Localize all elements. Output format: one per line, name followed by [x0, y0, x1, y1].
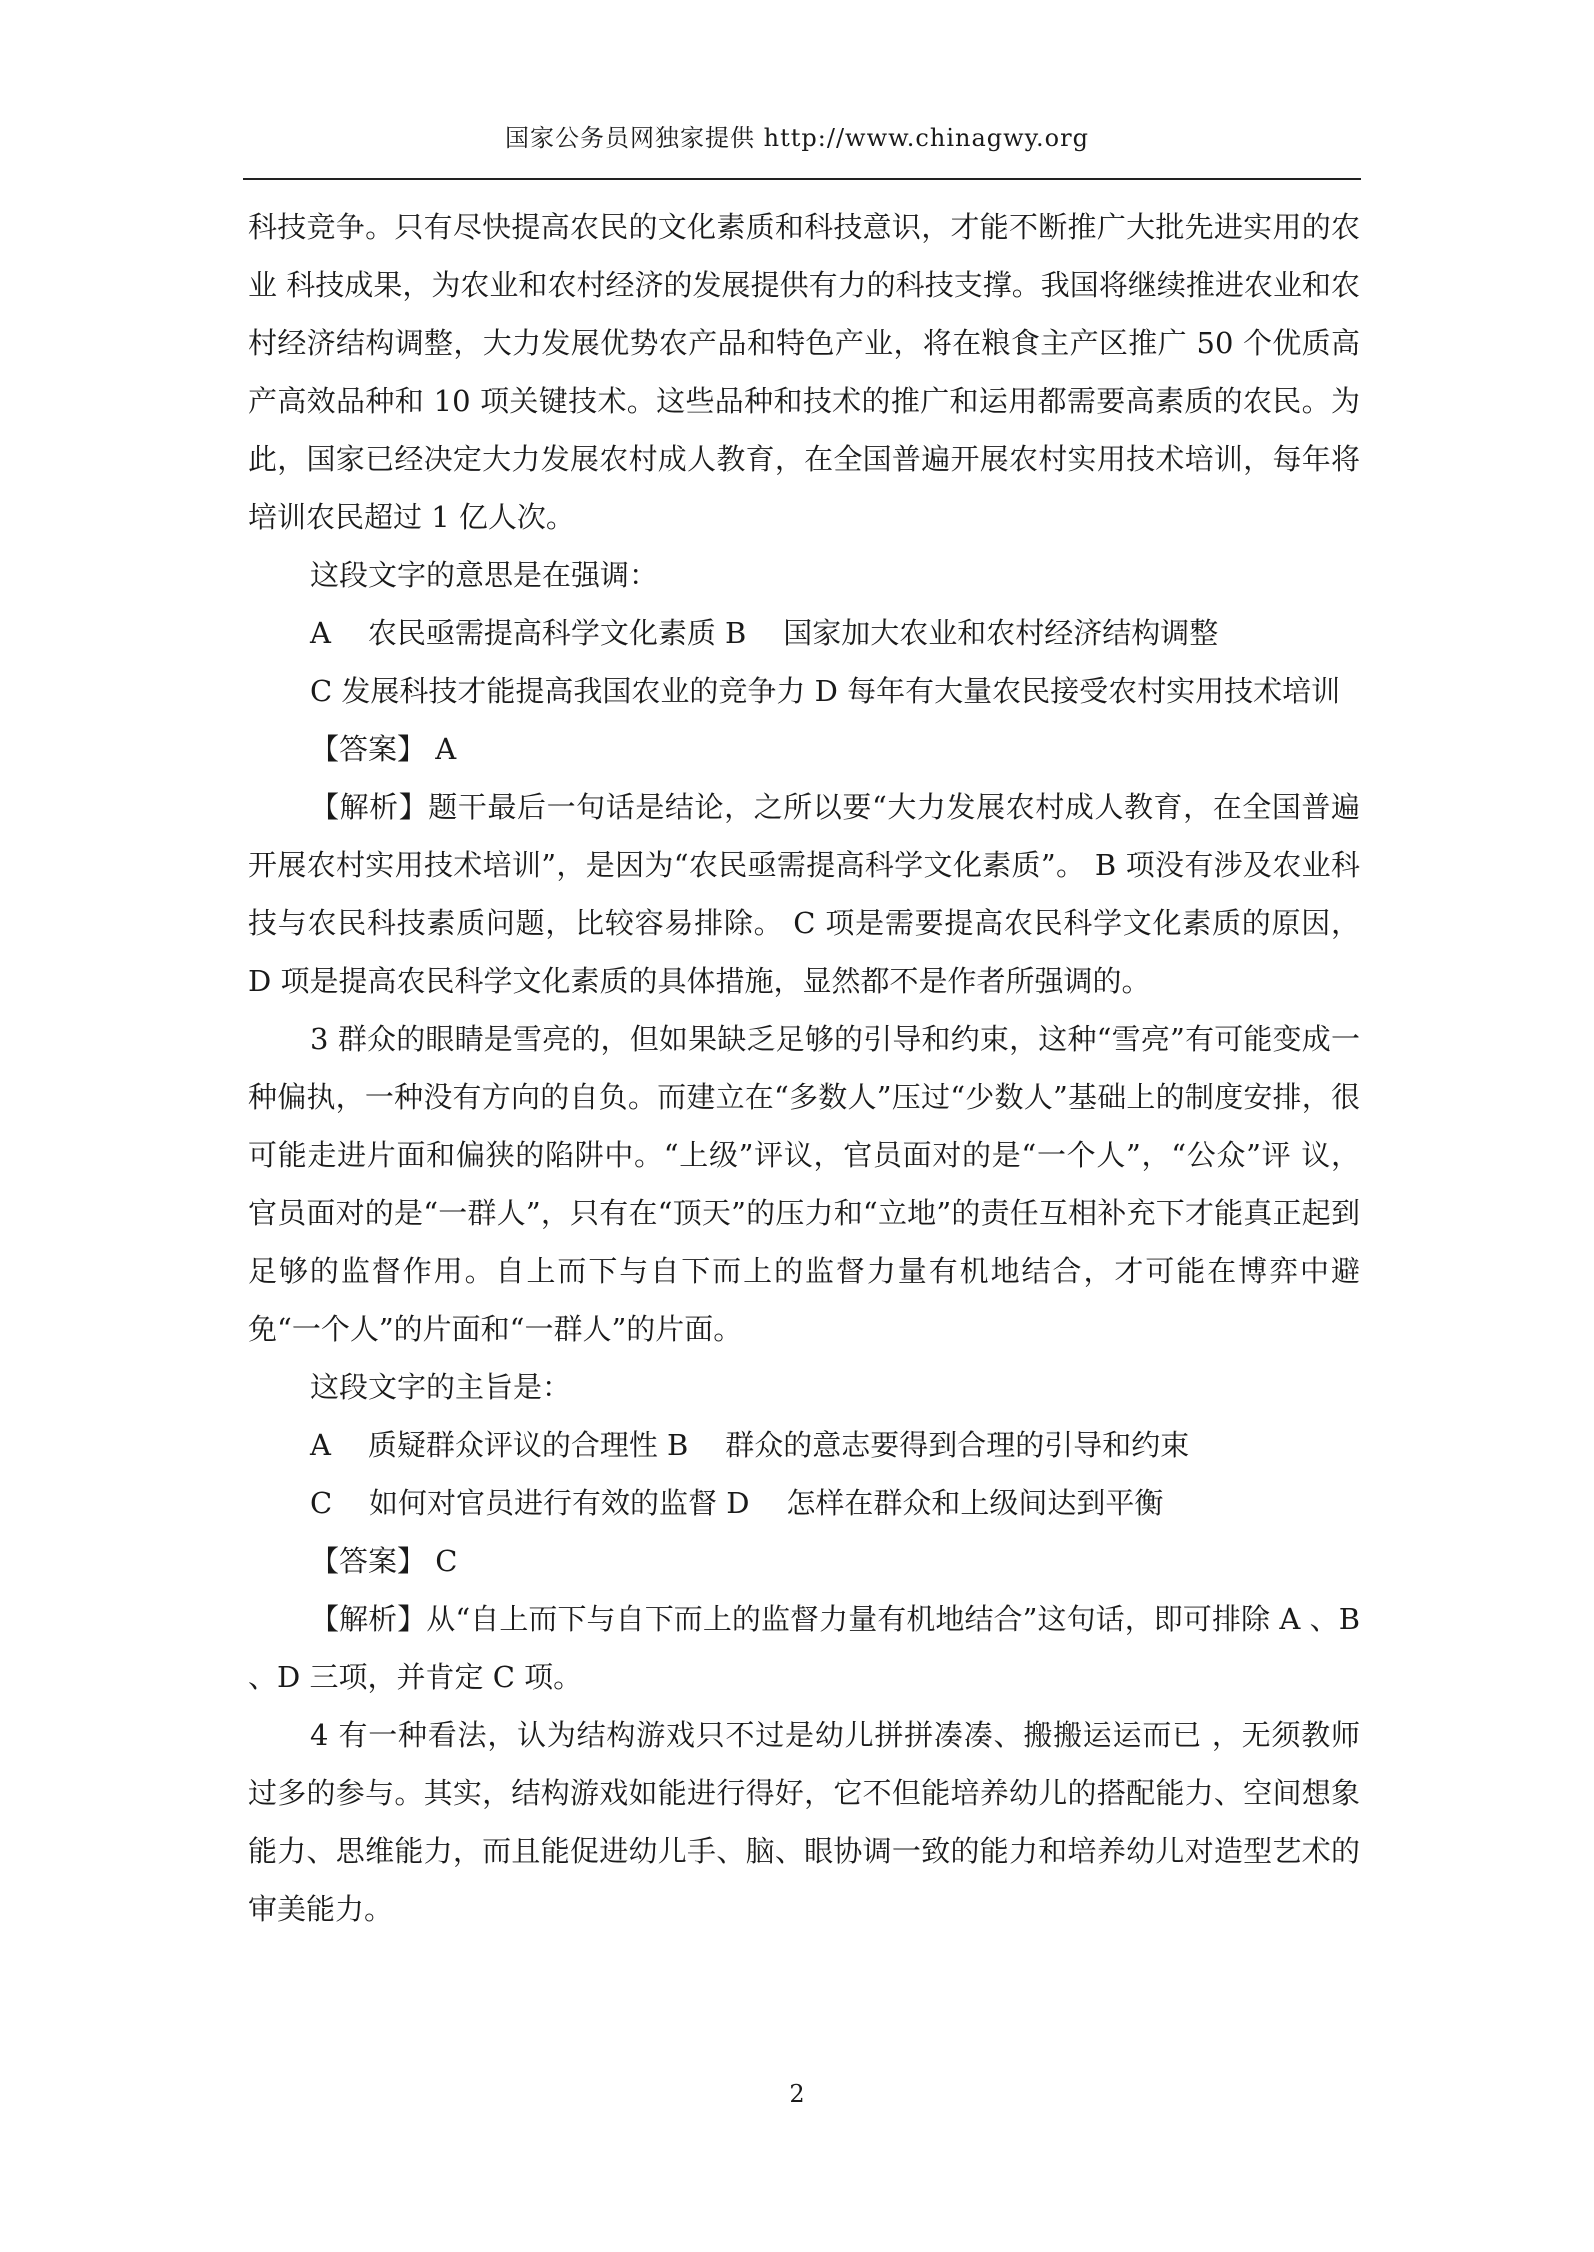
- question-4-text: 4 有一种看法，认为结构游戏只不过是幼儿拼拼凑凑、搬搬运运而已 ，无须教师过多的参与。其实，结构游戏如能进行得好，它不但能培养幼儿的搭配能力、空间想象能力、思维能力，而且能促进幼儿手、脑、眼协调一致的能力和培养幼儿对造型艺术的审美能力。: [248, 1718, 1360, 1926]
- page-number: 2: [789, 2080, 805, 2108]
- question-2-options-cd: C 发展科技才能提高我国农业的竞争力 D 每年有大量农民接受农村实用技术培训: [310, 674, 1341, 708]
- header-rule: [243, 178, 1361, 180]
- question-2-options-ab: A 农民亟需提高科学文化素质 B 国家加大农业和农村经济结构调整: [310, 616, 1219, 650]
- question-3-analysis: 【解析】从“自上而下与自下而上的监督力量有机地结合”这句话，即可排除 A 、B 、D 三项，并肯定 C 项。: [248, 1602, 1360, 1694]
- document-body: [248, 198, 1360, 1938]
- paragraph-continuation: 科技竞争。只有尽快提高农民的文化素质和科技意识，才能不断推广大批先进实用的农业 科技成果，为农业和农村经济的发展提供有力的科技支撑。我国将继续推进农业和农村经济结构调整，大力发展优势农产品和特色产业，将在粮食主产区推广 50 个优质高产高效品种和 10 项关键技术。这些品种和技术的推广和运用都需要高素质的农民。为此，国家已经决定大力发展农村成人教育，在全国普遍开展农村实用技术培训，每年将培训农民超过 1 亿人次。: [248, 210, 1360, 534]
- question-2-prompt: 这段文字的意思是在强调：: [310, 558, 659, 592]
- question-2-answer: 【答案】 A: [310, 732, 457, 766]
- question-3-prompt: 这段文字的主旨是：: [310, 1370, 572, 1404]
- question-3-options-ab: A 质疑群众评议的合理性 B 群众的意志要得到合理的引导和约束: [310, 1428, 1190, 1462]
- question-3-options-cd: C 如何对官员进行有效的监督 D 怎样在群众和上级间达到平衡: [310, 1486, 1164, 1520]
- question-2-analysis: 【解析】题干最后一句话是结论，之所以要“大力发展农村成人教育，在全国普遍开展农村实用技术培训”，是因为“农民亟需提高科学文化素质”。 B 项没有涉及农业科技与农民科技素质问题，比较容易排除。 C 项是需要提高农民科学文化素质的原因， D 项是提高农民科学文化素质的具体措施，显然都不是作者所强调的。: [248, 790, 1360, 998]
- page-header: 国家公务员网独家提供 http://www.chinagwy.org: [505, 124, 1089, 152]
- question-3-answer: 【答案】 C: [310, 1544, 458, 1578]
- question-3-text: 3 群众的眼睛是雪亮的，但如果缺乏足够的引导和约束，这种“雪亮”有可能变成一种偏执，一种没有方向的自负。而建立在“多数人”压过“少数人”基础上的制度安排，很可能走进片面和偏狭的陷阱中。“上级”评议，官员面对的是“一个人”，“公众”评 议，官员面对的是“一群人”，只有在“顶天”的压力和“立地”的责任互相补充下才能真正起到足够的监督作用。自上而下与自下而上的监督力量有机地结合，才可能在博弈中避免“一个人”的片面和“一群人”的片面。: [248, 1022, 1360, 1346]
